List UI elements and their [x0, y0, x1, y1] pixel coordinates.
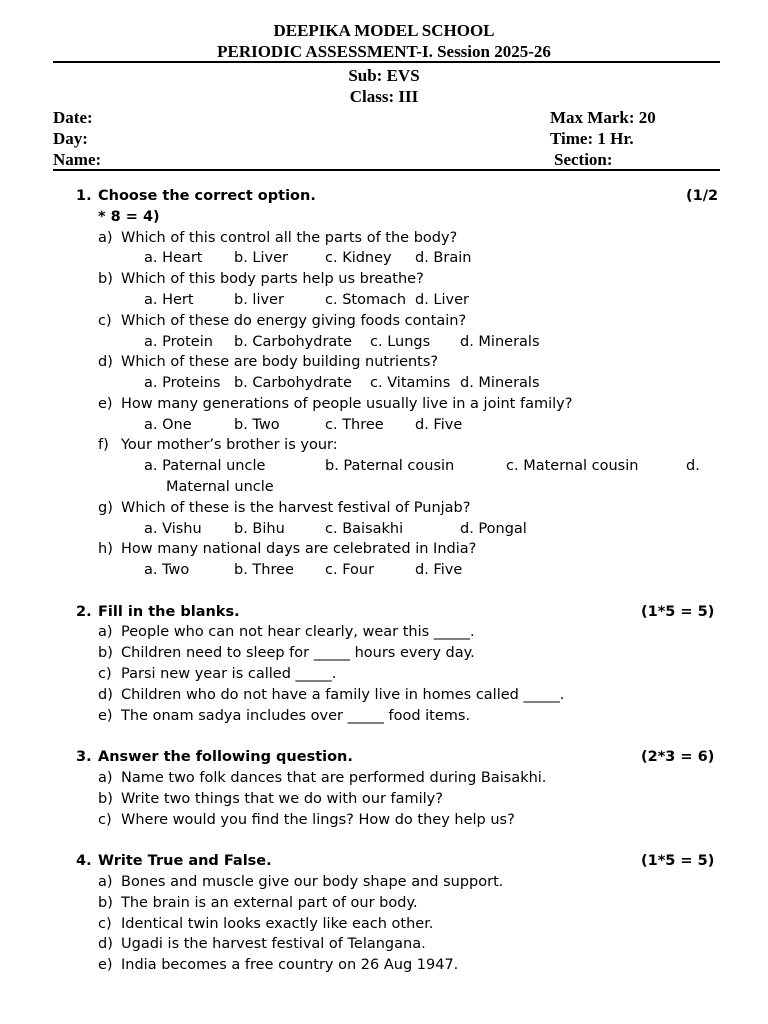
- q4c-letter: c): [98, 916, 112, 932]
- q1g-text: Which of these is the harvest festival of Punjab?: [121, 500, 471, 516]
- time-label: Time: 1 Hr.: [550, 129, 634, 148]
- q2e-text: The onam sadya includes over _____ food items.: [121, 708, 471, 724]
- q1c-option-b: b. Carbohydrate: [234, 334, 352, 350]
- q1d-text: Which of these are body building nutrients?: [121, 354, 439, 370]
- q1g-option-b: b. Bihu: [234, 521, 285, 537]
- q1b-option-c: c. Stomach: [325, 292, 407, 308]
- q4a-letter: a): [98, 874, 113, 890]
- q1f-option-c: c. Maternal cousin: [506, 458, 639, 474]
- q1e-option-b: b. Two: [234, 417, 280, 433]
- q1g-option-d: d. Pongal: [460, 521, 527, 537]
- q1a-option-c: c. Kidney: [325, 250, 392, 266]
- q1a-option-a: a. Heart: [144, 250, 203, 266]
- q4d-letter: d): [98, 936, 113, 952]
- q1b-option-d: d. Liver: [415, 292, 469, 308]
- q3a-letter: a): [98, 770, 113, 786]
- q1h-letter: h): [98, 541, 113, 557]
- q1a-option-b: b. Liver: [234, 250, 288, 266]
- q4-number: 4.: [76, 853, 92, 869]
- subject: Sub: EVS: [348, 66, 420, 85]
- q2d-text: Children who do not have a family live in homes called _____.: [121, 687, 565, 703]
- q1b-text: Which of this body parts help us breathe?: [121, 271, 424, 287]
- q1h-option-c: c. Four: [325, 562, 375, 578]
- q1c-option-a: a. Protein: [144, 334, 213, 350]
- header-rule-top: [53, 61, 720, 63]
- date-label: Date:: [53, 108, 93, 127]
- q1e-option-c: c. Three: [325, 417, 384, 433]
- q1-marks-cont: * 8 = 4): [98, 209, 160, 225]
- q1d-option-a: a. Proteins: [144, 375, 221, 391]
- q1e-option-d: d. Five: [415, 417, 463, 433]
- q4b-letter: b): [98, 895, 113, 911]
- q1f-letter: f): [98, 437, 109, 453]
- q1d-option-b: b. Carbohydrate: [234, 375, 352, 391]
- q1b-option-a: a. Hert: [144, 292, 194, 308]
- q1-title: Choose the correct option.: [98, 188, 316, 204]
- class-label: Class: III: [349, 87, 419, 106]
- q2a-text: People who can not hear clearly, wear this _____.: [121, 624, 475, 640]
- q4b-text: The brain is an external part of our body.: [121, 895, 418, 911]
- q2c-letter: c): [98, 666, 112, 682]
- q1a-letter: a): [98, 230, 113, 246]
- q1d-option-d: d. Minerals: [460, 375, 540, 391]
- q2-title: Fill in the blanks.: [98, 604, 240, 620]
- q3-title: Answer the following question.: [98, 749, 353, 765]
- q2b-text: Children need to sleep for _____ hours every day.: [121, 645, 475, 661]
- q1h-option-b: b. Three: [234, 562, 294, 578]
- q1f-option-a: a. Paternal uncle: [144, 458, 266, 474]
- exam-title: PERIODIC ASSESSMENT-I. Session 2025-26: [217, 42, 551, 61]
- q1h-option-d: d. Five: [415, 562, 463, 578]
- q3c-text: Where would you find the lings? How do they help us?: [121, 812, 515, 828]
- q1c-option-d: d. Minerals: [460, 334, 540, 350]
- q3b-text: Write two things that we do with our family?: [121, 791, 443, 807]
- q4a-text: Bones and muscle give our body shape and support.: [121, 874, 504, 890]
- q4-title: Write True and False.: [98, 853, 272, 869]
- q3c-letter: c): [98, 812, 112, 828]
- q1h-text: How many national days are celebrated in India?: [121, 541, 477, 557]
- q1g-option-c: c. Baisakhi: [325, 521, 404, 537]
- q1e-option-a: a. One: [144, 417, 192, 433]
- q1g-letter: g): [98, 500, 113, 516]
- q4c-text: Identical twin looks exactly like each other.: [121, 916, 434, 932]
- q1a-text: Which of this control all the parts of the body?: [121, 230, 458, 246]
- section-label: Section:: [554, 150, 613, 169]
- q3b-letter: b): [98, 791, 113, 807]
- q1g-option-a: a. Vishu: [144, 521, 202, 537]
- q4d-text: Ugadi is the harvest festival of Telangana.: [121, 936, 426, 952]
- q2-marks: (1*5 = 5): [641, 604, 715, 620]
- header-rule-bottom: [53, 169, 720, 171]
- max-mark: Max Mark: 20: [550, 108, 656, 127]
- q3a-text: Name two folk dances that are performed during Baisakhi.: [121, 770, 547, 786]
- q1f-text: Your mother’s brother is your:: [121, 437, 338, 453]
- q1b-letter: b): [98, 271, 113, 287]
- q1h-option-a: a. Two: [144, 562, 190, 578]
- q1-number: 1.: [76, 188, 92, 204]
- q4e-letter: e): [98, 957, 113, 973]
- q3-number: 3.: [76, 749, 92, 765]
- q2e-letter: e): [98, 708, 113, 724]
- q1f-option-b: b. Paternal cousin: [325, 458, 455, 474]
- q1e-text: How many generations of people usually live in a joint family?: [121, 396, 573, 412]
- q4e-text: India becomes a free country on 26 Aug 1947.: [121, 957, 459, 973]
- q1c-letter: c): [98, 313, 112, 329]
- q1a-option-d: d. Brain: [415, 250, 472, 266]
- q1f-option-d-text: Maternal uncle: [166, 479, 274, 495]
- q1b-option-b: b. liver: [234, 292, 284, 308]
- q1c-option-c: c. Lungs: [370, 334, 431, 350]
- q1f-option-d: d.: [686, 458, 700, 474]
- q2c-text: Parsi new year is called _____.: [121, 666, 337, 682]
- school-name: DEEPIKA MODEL SCHOOL: [273, 21, 495, 40]
- q1c-text: Which of these do energy giving foods contain?: [121, 313, 467, 329]
- q3-marks: (2*3 = 6): [641, 749, 715, 765]
- q4-marks: (1*5 = 5): [641, 853, 715, 869]
- day-label: Day:: [53, 129, 88, 148]
- q1-marks: (1/2: [686, 188, 719, 204]
- name-label: Name:: [53, 150, 102, 169]
- q1d-option-c: c. Vitamins: [370, 375, 451, 391]
- q1e-letter: e): [98, 396, 113, 412]
- q2b-letter: b): [98, 645, 113, 661]
- q2a-letter: a): [98, 624, 113, 640]
- q2-number: 2.: [76, 604, 92, 620]
- q2d-letter: d): [98, 687, 113, 703]
- q1d-letter: d): [98, 354, 113, 370]
